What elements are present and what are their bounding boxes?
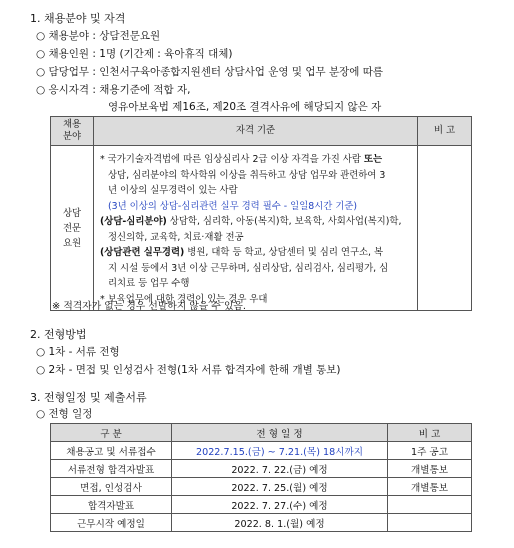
criteria-cell [94,146,418,311]
schedule-cell: 2022. 7. 25.(월) 예정 [172,478,388,496]
duty-line: ○ 담당업무 : 인천서구육아종합지원센터 상담사업 운영 및 업무 분장에 따름 [36,66,384,78]
schedule-subtitle: ○ 전형 일정 [36,408,93,420]
criteria-line: 리치료 등 업무 수행 [108,278,190,289]
table-footnote: ※ 적격자가 없는 경우 선발하지 않을 수 있음. [52,301,247,312]
qualification-line-2: 영유아보육법 제16조, 제20조 결격사유에 해당되지 않은 자 [108,101,382,113]
schedule-cell: 근무시작 예정일 [51,514,172,532]
table-row [51,478,472,496]
qualification-line: ○ 응시자격 : 채용기준에 적합 자, [36,84,191,96]
table-row [51,496,472,514]
criteria-line: 지 시설 등에서 3년 이상 근무하며, 심리상담, 심리검사, 심리평가, 심 [108,262,389,274]
schedule-cell: 2022. 7. 27.(수) 예정 [172,496,388,514]
schedule-cell: 2022.7.15.(금) ~ 7.21.(목) 18시까지 [172,442,388,460]
criteria-line: 상담, 심리분야의 학사학위 이상을 취득하고 상담 업무와 관련하여 3 [108,169,386,181]
step1-line: ○ 1차 - 서류 전형 [36,346,120,358]
table-row [51,514,472,532]
criteria-line: * 보육업무에 대한 경력이 있는 경우 우대 [100,293,268,305]
criteria-line: (상담관련 실무경력) 병원, 대학 등 학교, 상담센터 및 심리 연구소, 복 [100,247,384,258]
section1-title: 1. 채용분야 및 자격 [30,12,126,25]
schedule-cell: 2022. 7. 22.(금) 예정 [172,460,388,478]
criteria-line: 년 이상의 실무경력이 있는 사람 [108,185,238,196]
section2-title: 2. 전형방법 [30,328,87,341]
schedule-cell: 채용공고 및 서류접수 [51,442,172,460]
field-label-cell: 상담 전문 요원 [51,146,94,311]
schedule-cell: 개별통보 [388,460,472,478]
schedule-cell: 2022. 8. 1.(월) 예정 [172,514,388,532]
schedule-cell: 면접, 인성검사 [51,478,172,496]
schedule-cell: 개별통보 [388,478,472,496]
schedule-cell: 서류전형 합격자발표 [51,460,172,478]
criteria-line: * 국가기술자격법에 따른 임상심리사 2급 이상 자격을 가진 사람 또는 [100,154,383,165]
criteria-line: (상담-심리분야) 상담학, 심리학, 아동(복지)학, 보육학, 사회사업(복지)학, [100,216,402,227]
header-note: 비 고 [418,117,472,146]
schedule-header: 전 형 일 정 [172,424,388,442]
count-line: ○ 채용인원 : 1명 (기간제 : 육아휴직 대체) [36,48,233,60]
criteria-highlight: (3년 이상의 상담-심리관련 실무 경력 필수 - 일일8시간 기준) [108,200,358,212]
schedule-header: 구 분 [51,424,172,442]
header-field: 채용 분야 [51,117,94,146]
schedule-cell [388,514,472,532]
header-criteria: 자격 기준 [94,117,418,146]
note-cell [418,146,472,311]
step2-line: ○ 2차 - 면접 및 인성검사 전형(1차 서류 합격자에 한해 개별 통보) [36,364,341,376]
table-row [51,460,472,478]
schedule-table [50,423,472,532]
table-row [51,442,472,460]
schedule-cell: 1주 공고 [388,442,472,460]
schedule-cell: 합격자발표 [51,496,172,514]
criteria-table [50,116,472,311]
field-line: ○ 채용분야 : 상담전문요원 [36,30,161,42]
schedule-cell [388,496,472,514]
criteria-line: 정신의학, 교육학, 치료·재활 전공 [108,231,244,243]
schedule-header: 비 고 [388,424,472,442]
section3-title: 3. 전형일정 및 제출서류 [30,391,147,404]
